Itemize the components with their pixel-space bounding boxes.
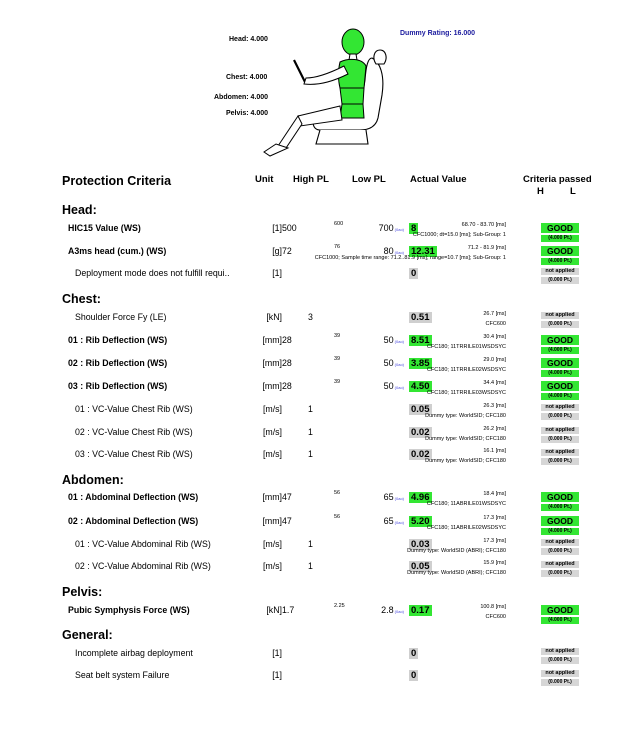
result-points: (0.000 Pt.) bbox=[541, 570, 579, 577]
row-actual-value: 8 bbox=[411, 223, 417, 234]
row-note: CFC180; 11TRRILE03WSDSYC bbox=[426, 390, 506, 396]
low-pl-sub: (0ao) bbox=[394, 362, 404, 367]
row-time-range: 68.70 - 83.70 [ms] bbox=[461, 222, 506, 228]
low-pl-value: 2.8 bbox=[381, 605, 394, 615]
dummy-abdomen bbox=[340, 88, 364, 104]
row-criteria-result bbox=[541, 605, 579, 624]
row-time-range: 18.4 [ms] bbox=[483, 491, 506, 497]
result-status: not applied bbox=[541, 449, 579, 456]
row-label: 01 : Abdominal Deflection (WS) bbox=[68, 492, 199, 502]
row-label: Seat belt system Failure bbox=[75, 670, 170, 680]
row-mid-pl: 39 bbox=[334, 333, 341, 339]
row-time-range: 29.0 [ms] bbox=[483, 357, 506, 363]
result-status: GOOD bbox=[541, 246, 579, 256]
row-criteria-result bbox=[541, 404, 579, 420]
row-mid-pl: 39 bbox=[334, 356, 341, 362]
result-status: not applied bbox=[541, 268, 579, 275]
row-label: 03 : Rib Deflection (WS) bbox=[68, 381, 168, 391]
result-status: not applied bbox=[541, 648, 579, 655]
row-label: Pubic Symphysis Force (WS) bbox=[68, 605, 190, 615]
row-high-pl: 1.7 bbox=[282, 605, 295, 615]
row-high-pl: 1 bbox=[308, 539, 313, 549]
row-unit: [1] bbox=[272, 648, 282, 658]
row-note: Dummy type: WorldSID; CFC180 bbox=[425, 458, 506, 464]
result-points: (0.000 Pt.) bbox=[541, 679, 579, 686]
row-note: CFC600 bbox=[485, 321, 506, 327]
row-unit: [m/s] bbox=[262, 561, 282, 571]
row-high-pl: 28 bbox=[282, 381, 292, 391]
row-unit: [m/s] bbox=[262, 404, 282, 414]
row-criteria-result bbox=[541, 449, 579, 465]
row-actual-value: 3.85 bbox=[411, 358, 430, 369]
low-pl-value: 65 bbox=[383, 492, 394, 502]
row-high-pl: 72 bbox=[282, 246, 292, 256]
row-criteria-result bbox=[541, 539, 579, 555]
row-mid-pl: 56 bbox=[334, 490, 341, 496]
low-pl-column-header: Low PL bbox=[352, 174, 386, 185]
row-criteria-result bbox=[541, 246, 579, 265]
result-status: not applied bbox=[541, 312, 579, 319]
row-note: Dummy type: WorldSID (ABRI); CFC180 bbox=[407, 570, 506, 576]
result-status: not applied bbox=[541, 427, 579, 434]
result-points: (4.000 Pt.) bbox=[541, 347, 579, 354]
row-time-range: 34.4 [ms] bbox=[483, 380, 506, 386]
low-pl-sub: (0ao) bbox=[394, 227, 404, 232]
low-pl-value: 50 bbox=[383, 358, 394, 368]
section-pelvis: Pelvis: bbox=[62, 585, 103, 599]
result-points: (0.000 Pt.) bbox=[541, 458, 579, 465]
row-high-pl: 500 bbox=[282, 223, 297, 233]
row-time-range: 15.9 [ms] bbox=[483, 560, 506, 566]
result-points: (4.000 Pt.) bbox=[541, 617, 579, 624]
row-actual-value: 8.51 bbox=[411, 335, 430, 346]
row-criteria-result bbox=[541, 223, 579, 242]
low-pl-sub: (0ao) bbox=[394, 339, 404, 344]
low-pl-sub: (0ao) bbox=[394, 520, 404, 525]
low-pl-sub: (0ao) bbox=[394, 609, 404, 614]
row-label: 03 : VC-Value Chest Rib (WS) bbox=[75, 449, 193, 459]
row-criteria-result bbox=[541, 492, 579, 511]
result-points: (0.000 Pt.) bbox=[541, 657, 579, 664]
row-time-range: 26.3 [ms] bbox=[483, 403, 506, 409]
result-points: (0.000 Pt.) bbox=[541, 548, 579, 555]
row-high-pl: 47 bbox=[282, 492, 292, 502]
row-criteria-result bbox=[541, 427, 579, 443]
result-points: (0.000 Pt.) bbox=[541, 321, 579, 328]
result-points: (0.000 Pt.) bbox=[541, 277, 579, 284]
row-label: 02 : VC-Value Abdominal Rib (WS) bbox=[75, 561, 211, 571]
row-label: 02 : Abdominal Deflection (WS) bbox=[68, 516, 199, 526]
row-label: 02 : VC-Value Chest Rib (WS) bbox=[75, 427, 193, 437]
row-note: Dummy type: WorldSID; CFC180 bbox=[425, 413, 506, 419]
row-mid-pl: 600 bbox=[334, 221, 344, 227]
row-note: CFC600 bbox=[485, 614, 506, 620]
dummy-rating-label: Dummy Rating: 16.000 bbox=[400, 30, 476, 37]
result-status: GOOD bbox=[541, 516, 579, 526]
row-unit: [1] bbox=[272, 268, 282, 278]
row-time-range: 71.2 - 81.9 [ms] bbox=[467, 245, 506, 251]
low-pl-value: 50 bbox=[383, 381, 394, 391]
row-criteria-result bbox=[541, 561, 579, 577]
row-high-pl: 3 bbox=[308, 312, 313, 322]
low-pl-sub: (0ao) bbox=[394, 250, 404, 255]
result-status: GOOD bbox=[541, 335, 579, 345]
row-note: CFC1000; Sample time range: 71.2..81.9 [ms]; range=10.7 [ms]; Sub-Group: 1 bbox=[314, 255, 506, 261]
row-unit: [mm] bbox=[262, 358, 282, 368]
section-general: General: bbox=[62, 628, 113, 642]
result-status: GOOD bbox=[541, 492, 579, 502]
result-points: (4.000 Pt.) bbox=[541, 504, 579, 511]
row-actual-value: 0.05 bbox=[411, 561, 430, 572]
row-high-pl: 1 bbox=[308, 427, 313, 437]
h-column-header: H bbox=[537, 186, 544, 197]
row-time-range: 17.3 [ms] bbox=[483, 538, 506, 544]
row-label: Deployment mode does not fulfill requi.. bbox=[75, 268, 230, 278]
row-actual-value: 0.02 bbox=[411, 427, 430, 438]
row-criteria-result bbox=[541, 358, 579, 377]
low-pl-value: 50 bbox=[383, 335, 394, 345]
high-pl-column-header: High PL bbox=[293, 174, 329, 185]
result-status: not applied bbox=[541, 561, 579, 568]
row-time-range: 26.2 [ms] bbox=[483, 426, 506, 432]
low-pl-value: 700 bbox=[378, 223, 394, 233]
row-unit: [mm] bbox=[262, 492, 282, 502]
row-unit: [g] bbox=[272, 246, 282, 256]
low-pl-value: 80 bbox=[383, 246, 394, 256]
low-pl-sub: (0ao) bbox=[394, 385, 404, 390]
row-time-range: 17.3 [ms] bbox=[483, 515, 506, 521]
row-time-range: 100.8 [ms] bbox=[480, 604, 506, 610]
row-actual-value: 0.05 bbox=[411, 404, 430, 415]
row-actual-value: 4.50 bbox=[411, 381, 430, 392]
result-points: (4.000 Pt.) bbox=[541, 528, 579, 535]
chest-rating-label: Chest: 4.000 bbox=[226, 74, 268, 81]
row-label: 01 : Rib Deflection (WS) bbox=[68, 335, 168, 345]
result-points: (0.000 Pt.) bbox=[541, 413, 579, 420]
row-high-pl: 1 bbox=[308, 561, 313, 571]
result-points: (4.000 Pt.) bbox=[541, 370, 579, 377]
row-high-pl: 47 bbox=[282, 516, 292, 526]
row-actual-value: 0 bbox=[411, 670, 417, 681]
row-label: A3ms head (cum.) (WS) bbox=[68, 246, 167, 256]
row-actual-value: 0.02 bbox=[411, 449, 430, 460]
l-column-header: L bbox=[570, 186, 576, 197]
row-actual-value: 0 bbox=[411, 268, 417, 279]
section-head: Head: bbox=[62, 203, 97, 217]
result-status: not applied bbox=[541, 539, 579, 546]
result-points: (4.000 Pt.) bbox=[541, 258, 579, 265]
row-criteria-result bbox=[541, 335, 579, 354]
row-mid-pl: 56 bbox=[334, 514, 341, 520]
row-unit: [1] bbox=[272, 670, 282, 680]
row-actual-value: 5.20 bbox=[411, 516, 430, 527]
criteria-passed-column-header: Criteria passed bbox=[523, 174, 592, 185]
row-time-range: 16.1 [ms] bbox=[483, 448, 506, 454]
result-status: GOOD bbox=[541, 381, 579, 391]
row-time-range: 26.7 [ms] bbox=[483, 311, 506, 317]
row-unit: [kN] bbox=[266, 605, 282, 615]
section-abdomen: Abdomen: bbox=[62, 473, 124, 487]
row-label: HIC15 Value (WS) bbox=[68, 223, 141, 233]
row-note: CFC180; 11TRRILE01WSDSYC bbox=[426, 344, 506, 350]
low-pl-sub: (0ao) bbox=[394, 496, 404, 501]
dummy-head bbox=[342, 29, 364, 55]
row-criteria-result bbox=[541, 381, 579, 400]
head-rating-label: Head: 4.000 bbox=[229, 36, 268, 43]
protection-criteria-heading: Protection Criteria bbox=[62, 174, 172, 188]
row-high-pl: 1 bbox=[308, 404, 313, 414]
row-label: 01 : VC-Value Chest Rib (WS) bbox=[75, 404, 193, 414]
result-status: not applied bbox=[541, 670, 579, 677]
row-actual-value: 0 bbox=[411, 648, 417, 659]
row-note: CFC180; 11ABRILE01WSDSYC bbox=[426, 501, 506, 507]
row-note: CFC1000; dt=15.0 [ms]; Sub-Group: 1 bbox=[412, 232, 506, 238]
dummy-pelvis bbox=[340, 104, 364, 118]
section-chest: Chest: bbox=[62, 292, 101, 306]
row-unit: [kN] bbox=[266, 312, 282, 322]
row-label: Shoulder Force Fy (LE) bbox=[75, 312, 167, 322]
low-pl-value: 65 bbox=[383, 516, 394, 526]
row-mid-pl: 39 bbox=[334, 379, 341, 385]
abdomen-rating-label: Abdomen: 4.000 bbox=[214, 94, 269, 101]
row-actual-value: 4.96 bbox=[411, 492, 430, 503]
row-high-pl: 28 bbox=[282, 335, 292, 345]
row-actual-value: 12.31 bbox=[411, 246, 435, 257]
row-label: 02 : Rib Deflection (WS) bbox=[68, 358, 168, 368]
row-note: Dummy type: WorldSID; CFC180 bbox=[425, 436, 506, 442]
row-high-pl: 1 bbox=[308, 449, 313, 459]
row-unit: [mm] bbox=[262, 516, 282, 526]
result-status: not applied bbox=[541, 404, 579, 411]
row-criteria-result bbox=[541, 312, 579, 328]
row-label: 01 : VC-Value Abdominal Rib (WS) bbox=[75, 539, 211, 549]
row-high-pl: 28 bbox=[282, 358, 292, 368]
row-actual-value: 0.51 bbox=[411, 312, 430, 323]
row-mid-pl: 76 bbox=[334, 244, 341, 250]
row-unit: [mm] bbox=[262, 335, 282, 345]
result-status: GOOD bbox=[541, 358, 579, 368]
row-note: CFC180; 11TRRILE02WSDSYC bbox=[426, 367, 506, 373]
result-status: GOOD bbox=[541, 605, 579, 615]
row-criteria-result bbox=[541, 516, 579, 535]
row-criteria-result bbox=[541, 268, 579, 284]
row-unit: [1] bbox=[272, 223, 282, 233]
row-time-range: 30.4 [ms] bbox=[483, 334, 506, 340]
row-note: Dummy type: WorldSID (ABRI); CFC180 bbox=[407, 548, 506, 554]
row-unit: [mm] bbox=[262, 381, 282, 391]
row-criteria-result bbox=[541, 670, 579, 686]
result-points: (0.000 Pt.) bbox=[541, 436, 579, 443]
row-label: Incomplete airbag deployment bbox=[75, 648, 193, 658]
row-note: CFC180; 11ABRILE02WSDSYC bbox=[426, 525, 506, 531]
result-points: (4.000 Pt.) bbox=[541, 235, 579, 242]
pelvis-rating-label: Pelvis: 4.000 bbox=[226, 110, 269, 117]
row-actual-value: 0.17 bbox=[411, 605, 430, 616]
row-criteria-result bbox=[541, 648, 579, 664]
row-unit: [m/s] bbox=[262, 427, 282, 437]
row-unit: [m/s] bbox=[262, 449, 282, 459]
result-points: (4.000 Pt.) bbox=[541, 393, 579, 400]
unit-column-header: Unit bbox=[255, 174, 274, 185]
result-status: GOOD bbox=[541, 223, 579, 233]
actual-value-column-header: Actual Value bbox=[410, 174, 467, 185]
row-mid-pl: 2.25 bbox=[334, 603, 345, 609]
row-unit: [m/s] bbox=[262, 539, 282, 549]
row-actual-value: 0.03 bbox=[411, 539, 430, 550]
